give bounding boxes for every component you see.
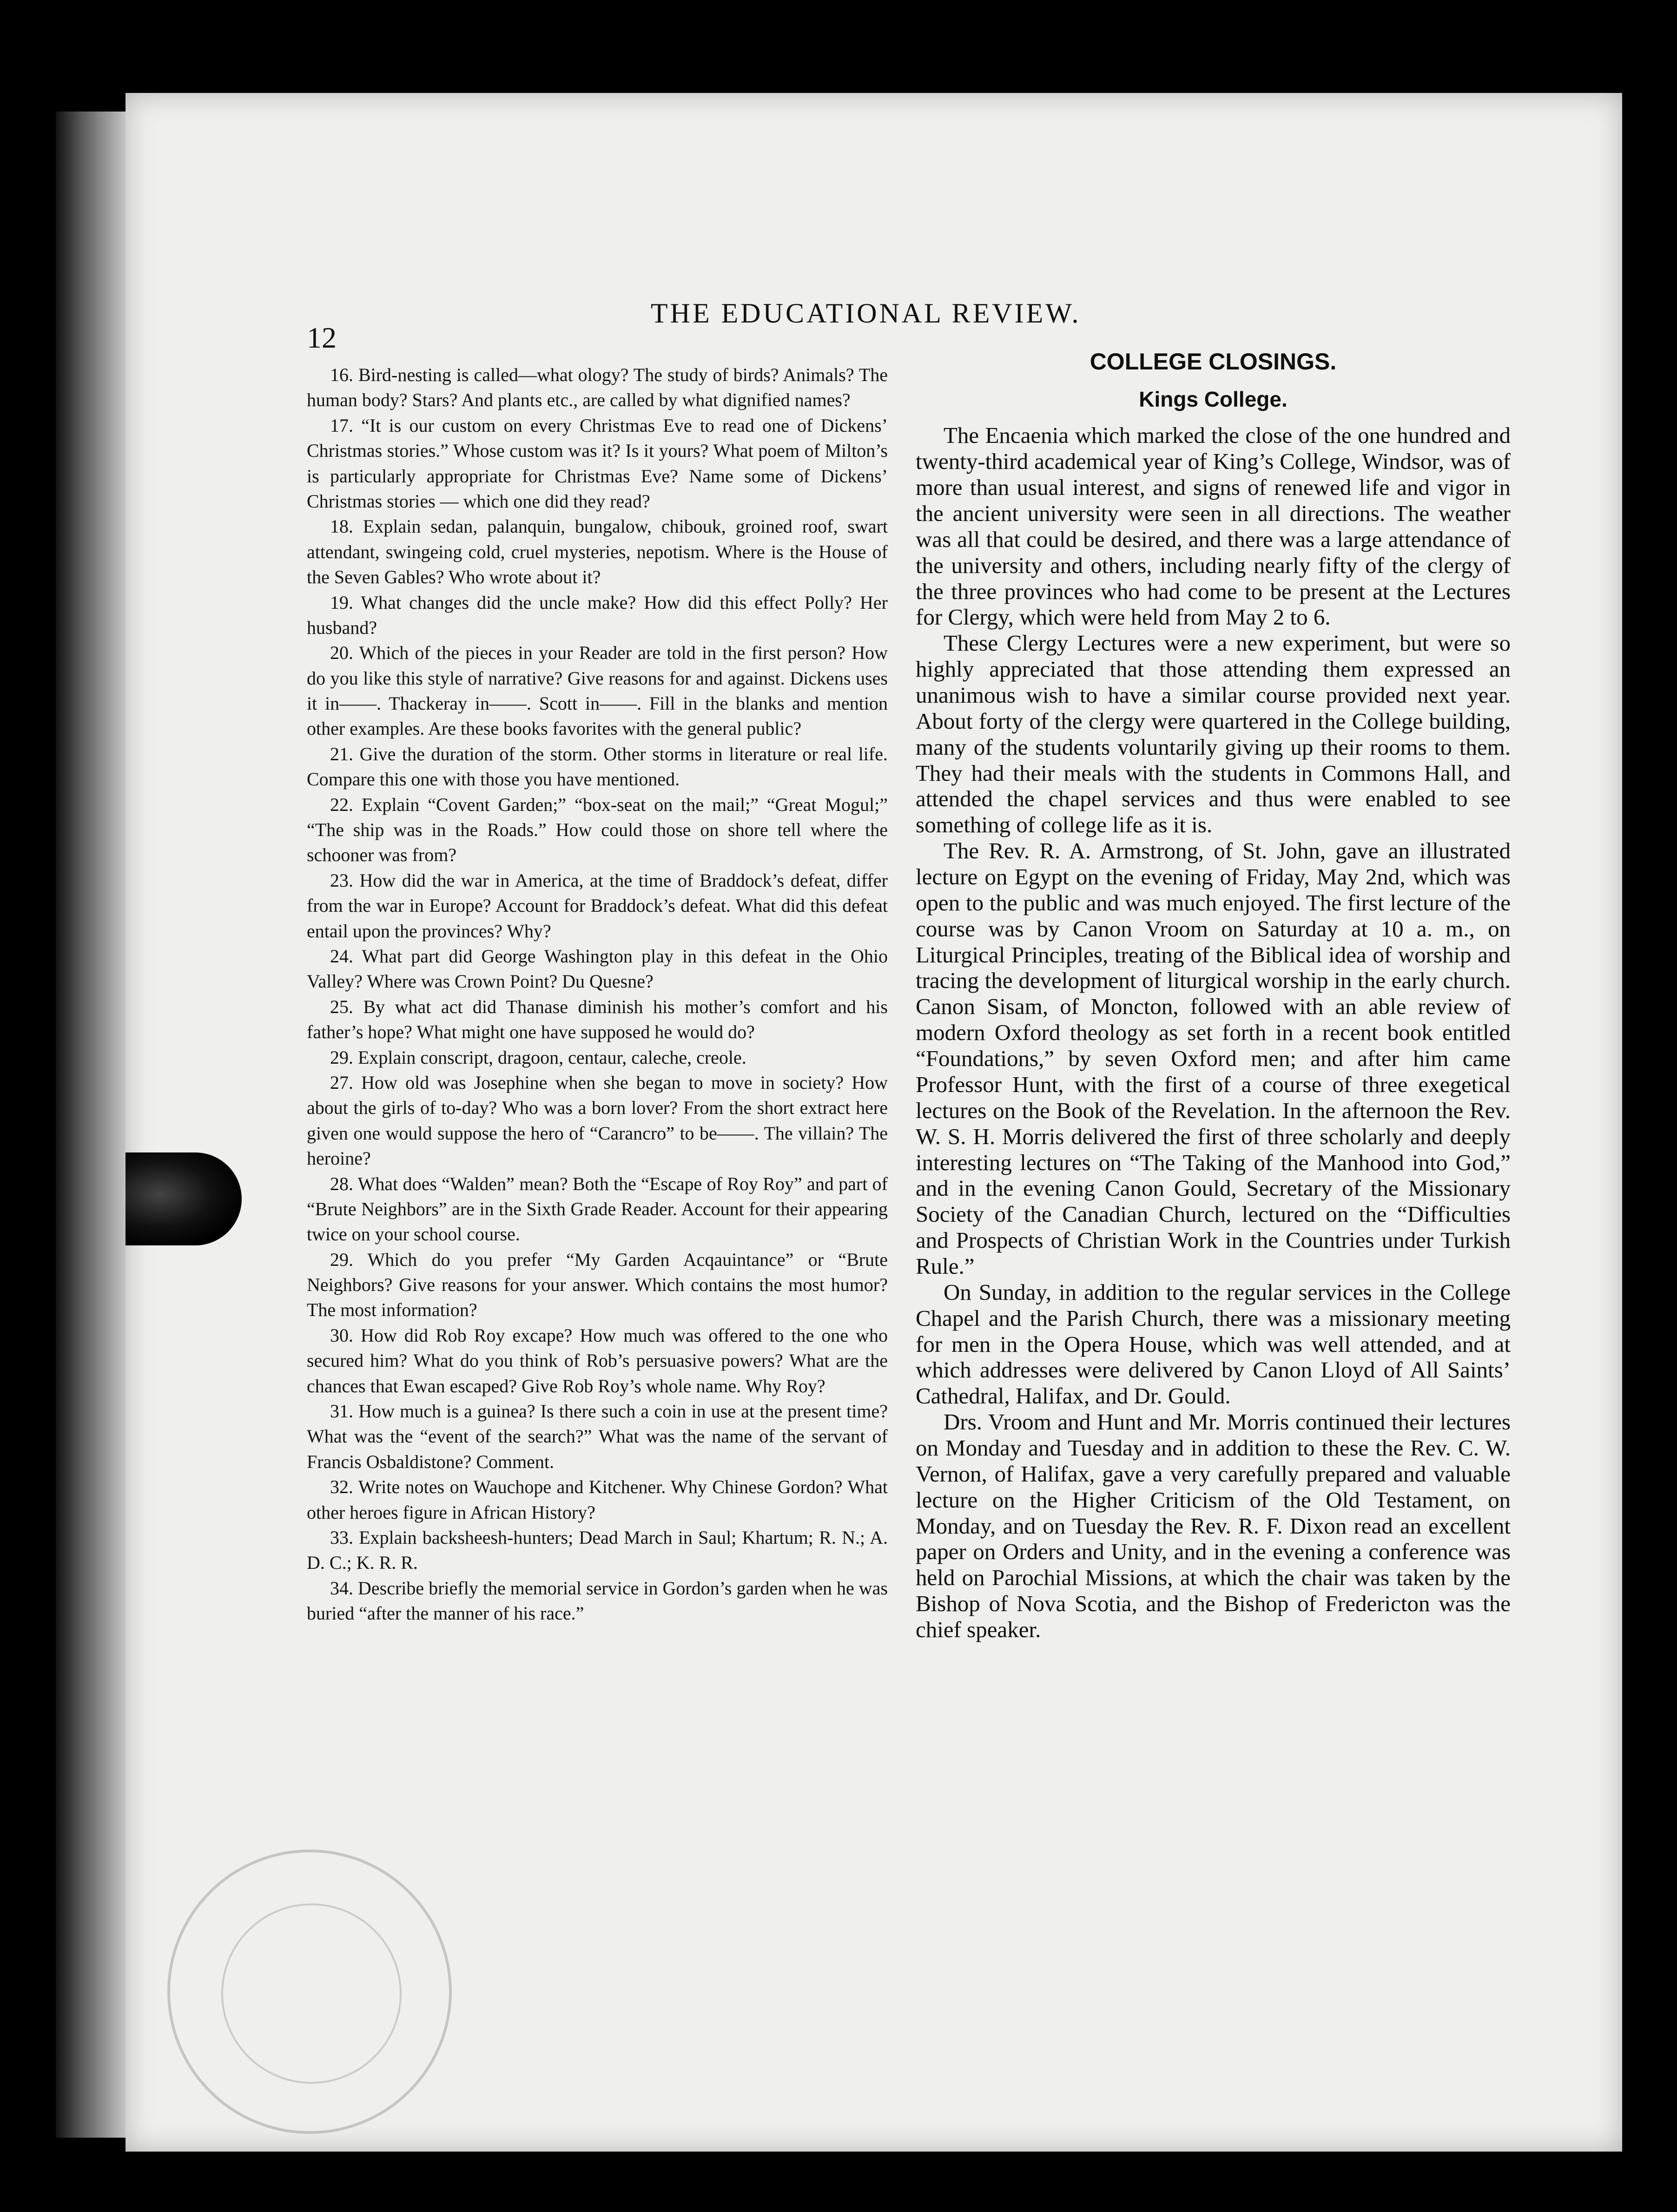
running-title: THE EDUCATIONAL REVIEW. bbox=[651, 298, 1081, 329]
question-item: 19. What changes did the uncle make? How did this effect Polly? Her husband? bbox=[307, 592, 888, 638]
question-item: 25. By what act did Thanase diminish his mother’s comfort and his father’s hope? What might one have supposed he would do? bbox=[307, 996, 888, 1043]
question-item: 33. Explain backsheesh-hunters; Dead March in Saul; Khartum; R. N.; A. D. C.; K. R. R. bbox=[307, 1527, 888, 1573]
question-item: 28. What does “Walden” mean? Both the “Escape of Roy Roy” and part of “Brute Neighbors” are in the Sixth Grade Reader. Account for their appearing twice on your school course. bbox=[307, 1173, 888, 1245]
page-clip bbox=[125, 1152, 242, 1245]
question-item: 24. What part did George Washington play in this defeat in the Ohio Valley? Where was Crown Point? Du Quesne? bbox=[307, 945, 888, 992]
question-item: 31. How much is a guinea? Is there such a coin in use at the present time? What was the “event of the search?” What was the name of the servant of Francis Osbaldistone? Comment. bbox=[307, 1401, 888, 1472]
section-title: COLLEGE CLOSINGS. bbox=[1089, 349, 1337, 375]
question-item: 32. Write notes on Wauchope and Kitchener. Why Chinese Gordon? What other heroes figure in African History? bbox=[307, 1476, 888, 1523]
subsection-title: Kings College. bbox=[1139, 387, 1287, 411]
article-body bbox=[916, 422, 1511, 1642]
question-item: 30. How did Rob Roy excape? How much was offered to the one who secured him? What do you think of Rob’s persuasive powers? What are the chances that Ewan escaped? Give Rob Roy’s whole name. Why Roy? bbox=[307, 1324, 888, 1396]
article-paragraph: These Clergy Lectures were a new experiment, but were so highly appreciated that those attending them expressed an unanimous wish to have a similar course provided next year. About forty of the clergy were quartered in the College building, many of the students voluntarily giving up their rooms to them. They had their meals with the students in Commons Hall, and attended the chapel services and thus were enabled to see something of college life as it is. bbox=[916, 630, 1511, 838]
question-item: 22. Explain “Covent Garden;” “box-seat on the mail;” “Great Mogul;” “The ship was in the Roads.” How could those on shore tell where the schooner was from? bbox=[307, 794, 888, 866]
question-item: 29. Explain conscript, dragoon, centaur, caleche, creole. bbox=[330, 1047, 746, 1068]
article-paragraph: The Rev. R. A. Armstrong, of St. John, gave an illustrated lecture on Egypt on the evening of Friday, May 2nd, which was open to the public and was much enjoyed. The first lecture of the course was by Canon Vroom on Saturday at 10 a. m., on Liturgical Principles, treating of the Biblical idea of worship and tracing the development of liturgical worship in the early church. Canon Sisam, of Moncton, followed with an able review of modern Oxford theology as set forth in a recent book entitled “Foundations,” by seven Oxford men; and after him came Professor Hunt, with the first of a course of three exegetical lectures on the Book of the Revelation. In the afternoon the Rev. W. S. H. Morris delivered the first of three scholarly and deeply interesting lectures on “The Taking of the Manhood into God,” and in the evening Canon Gould, Secretary of the Missionary Society of the Canadian Church, lectured on the “Difficulties and Prospects of Christian Work in the Countries under Turkish Rule.” bbox=[916, 838, 1511, 1279]
left-column bbox=[307, 362, 888, 1626]
question-item: 16. Bird-nesting is called—what ology? The study of birds? Animals? The human body? Stars? And plants etc., are called by what dignified names? bbox=[307, 364, 888, 411]
question-item: 29. Which do you prefer “My Garden Acqauintance” or “Brute Neighbors? Give reasons for your answer. Which contains the most humor? The most information? bbox=[307, 1249, 888, 1321]
question-item: 21. Give the duration of the storm. Other storms in literature or real life. Compare this one with those you have mentioned. bbox=[307, 743, 888, 790]
right-column bbox=[916, 349, 1511, 1643]
article-paragraph: Drs. Vroom and Hunt and Mr. Morris continued their lectures on Monday and Tuesday and in addition to these the Rev. C. W. Vernon, of Halifax, gave a very carefully prepared and valuable lecture on the Higher Criticism of the Old Testament, on Monday, and on Tuesday the Rev. R. F. Dixon read an excellent paper on Orders and Unity, and in the evening a conference was held on Parochial Missions, at which the chair was taken by the Bishop of Nova Scotia, and the Bishop of Fredericton was the chief speaker. bbox=[916, 1409, 1511, 1642]
library-stamp bbox=[167, 1850, 452, 2134]
page-number: 12 bbox=[307, 321, 337, 354]
question-item: 23. How did the war in America, at the time of Braddock’s defeat, differ from the war in Europe? Account for Braddock’s defeat. What did this defeat entail upon the provinces? Why? bbox=[307, 869, 888, 941]
book-binding-edge bbox=[56, 112, 130, 2138]
article-paragraph: On Sunday, in addition to the regular services in the College Chapel and the Parish Church, there was a missionary meeting for men in the Opera House, which was well attended, and at which addresses were delivered by Canon Lloyd of All Saints’ Cathedral, Halifax, and Dr. Gould. bbox=[916, 1279, 1511, 1409]
question-item: 20. Which of the pieces in your Reader are told in the first person? How do you like this style of narrative? Give reasons for and against. Dickens uses it in——. Thackeray in——. Scott in——. Fill in the blanks and mention other examples. Are these books favorites with the general public? bbox=[307, 642, 888, 739]
question-item: 18. Explain sedan, palanquin, bungalow, chibouk, groined roof, swart attendant, swingeing cold, cruel mysteries, nepotism. Where is the House of the Seven Gables? Who wrote about it? bbox=[307, 516, 888, 588]
library-stamp-inner-ring bbox=[221, 1903, 402, 2084]
question-item: 34. Describe briefly the memorial service in Gordon’s garden when he was buried “after the manner of his race.” bbox=[307, 1577, 888, 1624]
question-item: 27. How old was Josephine when she began to move in society? How about the girls of to-day? Who was a born lover? From the short extract here given one would suppose the hero of “Carancro” to be——. The villain? The heroine? bbox=[307, 1072, 888, 1169]
article-paragraph: The Encaenia which marked the close of the one hundred and twenty-third academical year of King’s College, Windsor, was of more than usual interest, and signs of renewed life and vigor in the ancient university were seen in all directions. The weather was all that could be desired, and there was a large attendance of the university and others, including nearly fifty of the clergy of the three provinces who had come to be present at the Lectures for Clergy, which were held from May 2 to 6. bbox=[916, 422, 1511, 630]
question-item: 17. “It is our custom on every Christmas Eve to read one of Dickens’ Christmas stories.” Whose custom was it? Is it yours? What poem of Milton’s is particularly appropriate for Christmas Eve? Name some of Dickens’ Christmas stories — which one did they read? bbox=[307, 415, 888, 512]
